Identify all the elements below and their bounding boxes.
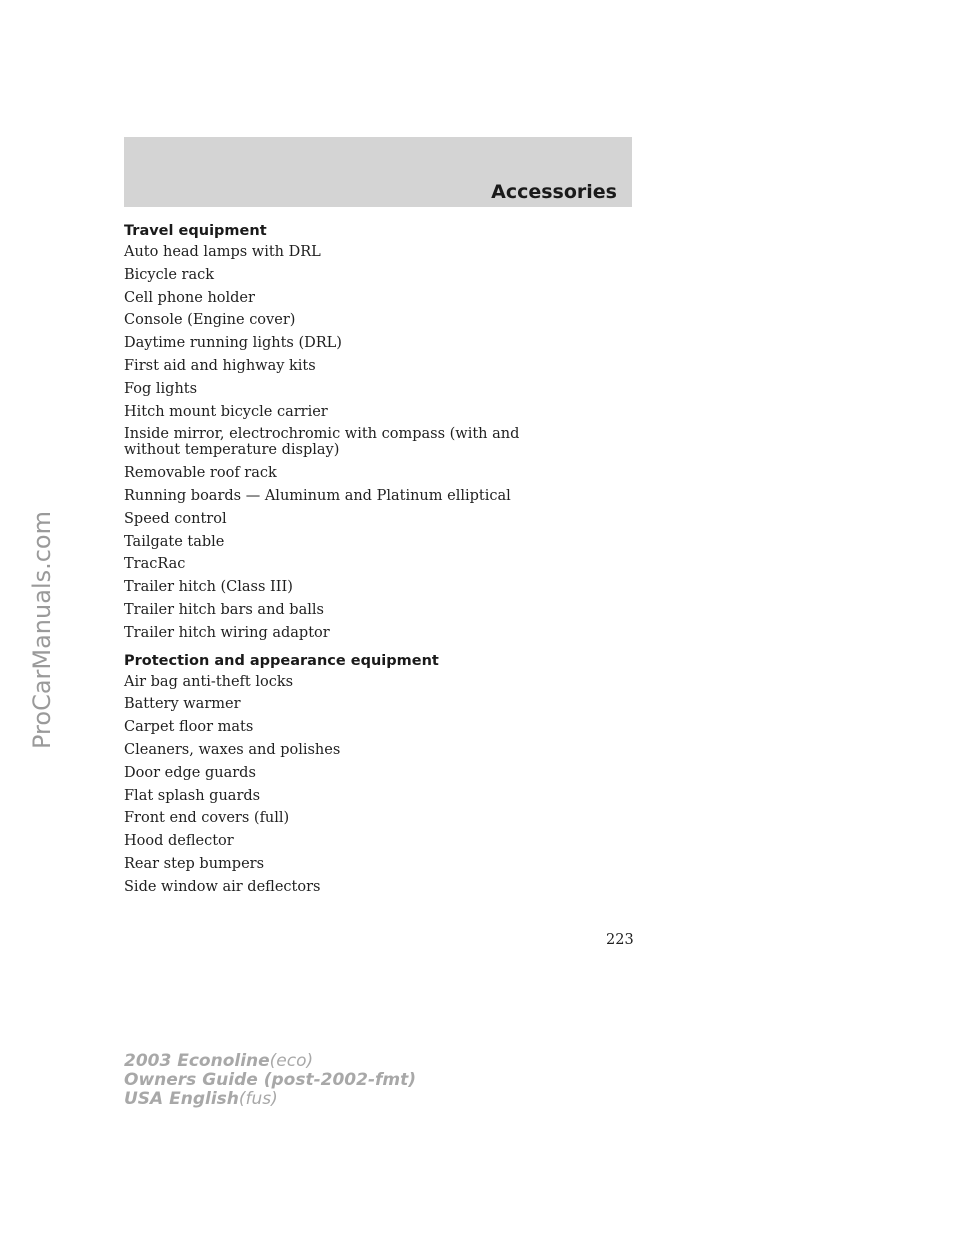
list-item: Running boards — Aluminum and Platinum elliptical — [124, 487, 511, 504]
list-item: Trailer hitch (Class III) — [124, 579, 293, 596]
footer-line-model — [124, 1052, 416, 1071]
list-item: Door edge guards — [124, 764, 256, 781]
list-item: Front end covers (full) — [124, 810, 290, 827]
list-item: Auto head lamps with DRL — [124, 244, 321, 260]
footer-line-guide — [124, 1071, 416, 1090]
watermark-text: ProCarManuals.com — [28, 510, 56, 750]
travel-equipment-list — [124, 244, 632, 641]
list-item: Cleaners, waxes and polishes — [124, 741, 341, 758]
list-item: Bicycle rack — [124, 266, 215, 283]
list-item: TracRac — [124, 556, 186, 573]
list-item: Speed control — [124, 510, 227, 527]
document-footer — [124, 1052, 416, 1109]
watermark — [22, 480, 62, 780]
list-item: Hood deflector — [124, 833, 234, 850]
section-header-band — [124, 137, 632, 207]
section-title: Accessories — [491, 181, 617, 203]
list-item: Trailer hitch bars and balls — [124, 601, 324, 618]
list-item: Fog lights — [124, 380, 198, 397]
list-item: Battery warmer — [124, 696, 241, 713]
list-item: Carpet floor mats — [124, 719, 254, 736]
page-content — [124, 222, 632, 902]
list-item: Console (Engine cover) — [124, 312, 296, 329]
list-item: Hitch mount bicycle carrier — [124, 403, 328, 420]
list-item: Side window air deflectors — [124, 878, 321, 895]
footer-guide-name: Owners Guide (post-2002-fmt) — [124, 1070, 417, 1090]
list-item: Daytime running lights (DRL) — [124, 335, 342, 352]
footer-model-code: (eco) — [269, 1051, 314, 1071]
page-number: 223 — [606, 932, 634, 948]
footer-language-name: USA English — [124, 1089, 239, 1109]
list-item: Inside mirror, electrochromic with compass (with and without temperature display) — [124, 426, 520, 459]
section-heading-travel-equipment: Travel equipment — [124, 223, 267, 239]
footer-line-language — [124, 1090, 416, 1109]
footer-model-name: 2003 Econoline — [124, 1051, 270, 1071]
footer-language-code: (fus) — [238, 1089, 278, 1109]
protection-appearance-list — [124, 674, 632, 895]
list-item: Flat splash guards — [124, 787, 261, 804]
list-item: Tailgate table — [124, 533, 225, 550]
list-item: Cell phone holder — [124, 289, 255, 306]
section-heading-protection-appearance: Protection and appearance equipment — [124, 652, 439, 669]
list-item: Removable roof rack — [124, 465, 277, 482]
list-item: Trailer hitch wiring adaptor — [124, 624, 330, 641]
list-item: First aid and highway kits — [124, 357, 316, 374]
list-item: Rear step bumpers — [124, 855, 265, 872]
list-item: Air bag anti-theft locks — [124, 673, 294, 690]
